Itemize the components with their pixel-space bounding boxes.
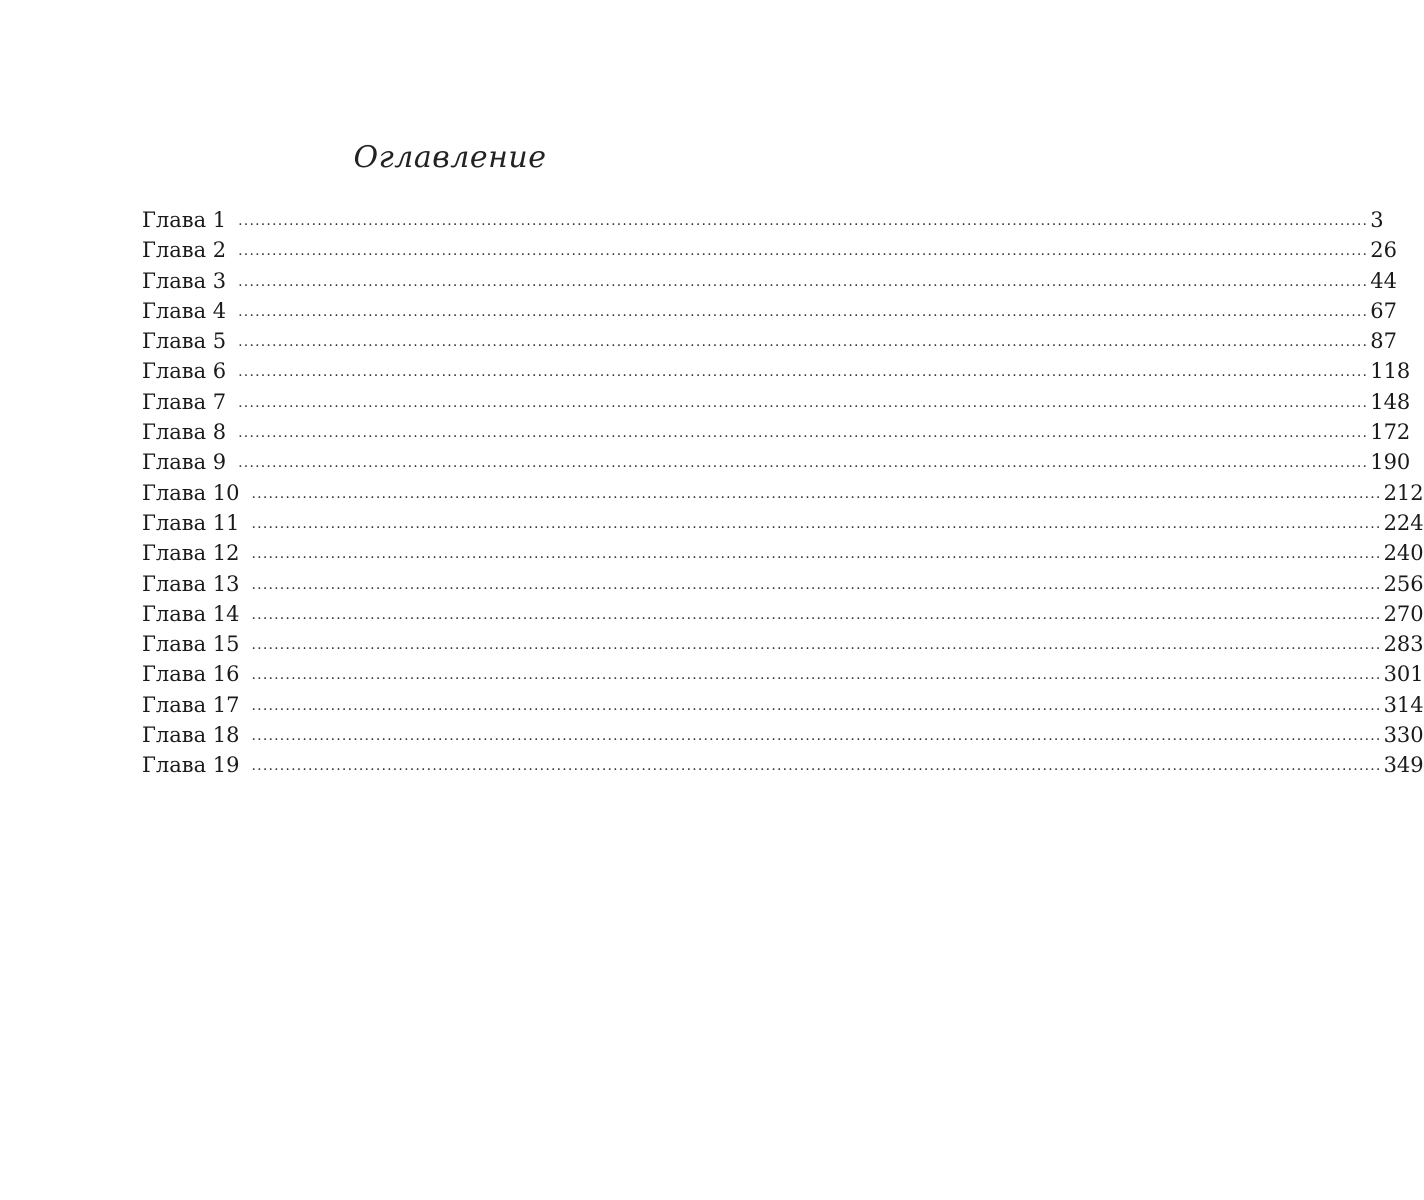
- chapter-label: Глава 6: [142, 359, 227, 384]
- chapter-label: Глава 2: [142, 238, 227, 263]
- chapter-label: Глава 4: [142, 298, 227, 323]
- toc-entry[interactable]: [142, 296, 1397, 326]
- toc-entry[interactable]: [142, 569, 1424, 599]
- dot-leader: ........................................................................................................................................................................................................: [238, 455, 1369, 472]
- page-number: 314: [1383, 692, 1424, 717]
- page-number: 148: [1370, 389, 1411, 414]
- toc-entry[interactable]: [142, 750, 1424, 780]
- page-number: 283: [1383, 632, 1424, 657]
- dot-leader: ........................................................................................................................................................................................................: [238, 303, 1369, 320]
- page-number: 118: [1370, 359, 1411, 384]
- page-number: 190: [1370, 450, 1411, 475]
- chapter-label: Глава 17: [142, 692, 240, 717]
- page-number: 270: [1383, 601, 1424, 626]
- dot-leader: ........................................................................................................................................................................................................: [238, 425, 1369, 442]
- dot-leader: ........................................................................................................................................................................................................: [251, 667, 1382, 684]
- page-number: 224: [1383, 510, 1424, 535]
- page-number: 349: [1383, 753, 1424, 778]
- dot-leader: ........................................................................................................................................................................................................: [251, 637, 1382, 654]
- page-number: 172: [1370, 420, 1411, 445]
- chapter-label: Глава 14: [142, 601, 240, 626]
- chapter-label: Глава 8: [142, 420, 227, 445]
- page-number: 301: [1383, 662, 1424, 687]
- dot-leader: ........................................................................................................................................................................................................: [238, 364, 1369, 381]
- chapter-label: Глава 15: [142, 632, 240, 657]
- chapter-label: Глава 5: [142, 329, 227, 354]
- toc-entry[interactable]: [142, 599, 1424, 629]
- toc-entry[interactable]: [142, 508, 1424, 538]
- toc-entry[interactable]: [142, 690, 1424, 720]
- chapter-label: Глава 16: [142, 662, 240, 687]
- page-number: 26: [1370, 238, 1397, 263]
- toc-list: [142, 205, 1424, 781]
- dot-leader: ........................................................................................................................................................................................................: [238, 243, 1369, 260]
- chapter-label: Глава 10: [142, 480, 240, 505]
- toc-entry[interactable]: [142, 659, 1424, 689]
- chapter-label: Глава 13: [142, 571, 240, 596]
- dot-leader: ........................................................................................................................................................................................................: [238, 273, 1369, 290]
- dot-leader: ........................................................................................................................................................................................................: [251, 515, 1382, 532]
- toc-entry[interactable]: [142, 720, 1424, 750]
- toc-entry[interactable]: [142, 538, 1424, 568]
- dot-leader: ........................................................................................................................................................................................................: [251, 485, 1382, 502]
- toc-entry[interactable]: [142, 235, 1397, 265]
- chapter-label: Глава 9: [142, 450, 227, 475]
- toc-entry[interactable]: [142, 629, 1424, 659]
- page-number: 87: [1370, 329, 1397, 354]
- page-number: 330: [1383, 723, 1424, 748]
- dot-leader: ........................................................................................................................................................................................................: [238, 213, 1369, 229]
- dot-leader: ........................................................................................................................................................................................................: [251, 697, 1382, 714]
- page-number: 67: [1370, 298, 1397, 323]
- page-number: 44: [1370, 268, 1397, 293]
- toc-entry[interactable]: [142, 266, 1397, 296]
- toc-entry[interactable]: [142, 326, 1397, 356]
- chapter-label: Глава 11: [142, 510, 240, 535]
- toc-title: Оглавление: [353, 140, 547, 175]
- dot-leader: ........................................................................................................................................................................................................: [251, 546, 1382, 563]
- toc-entry[interactable]: [142, 356, 1411, 386]
- toc-entry[interactable]: [142, 205, 1384, 235]
- chapter-label: Глава 12: [142, 541, 240, 566]
- toc-entry[interactable]: [142, 417, 1411, 447]
- dot-leader: ........................................................................................................................................................................................................: [238, 394, 1369, 411]
- dot-leader: ........................................................................................................................................................................................................: [251, 576, 1382, 593]
- toc-entry[interactable]: [142, 478, 1424, 508]
- page-number: 3: [1370, 208, 1384, 232]
- chapter-label: Глава 19: [142, 753, 240, 778]
- chapter-label: Глава 18: [142, 723, 240, 748]
- page-number: 240: [1383, 541, 1424, 566]
- dot-leader: ........................................................................................................................................................................................................: [238, 334, 1369, 351]
- page-number: 212: [1383, 480, 1424, 505]
- dot-leader: ........................................................................................................................................................................................................: [251, 606, 1382, 623]
- page-number: 256: [1383, 571, 1424, 596]
- toc-entry[interactable]: [142, 447, 1411, 477]
- toc-entry[interactable]: [142, 387, 1411, 417]
- dot-leader: ........................................................................................................................................................................................................: [251, 728, 1382, 745]
- chapter-label: Глава 7: [142, 389, 227, 414]
- dot-leader: ........................................................................................................................................................................................................: [251, 758, 1382, 775]
- chapter-label: Глава 1: [142, 208, 227, 232]
- chapter-label: Глава 3: [142, 268, 227, 293]
